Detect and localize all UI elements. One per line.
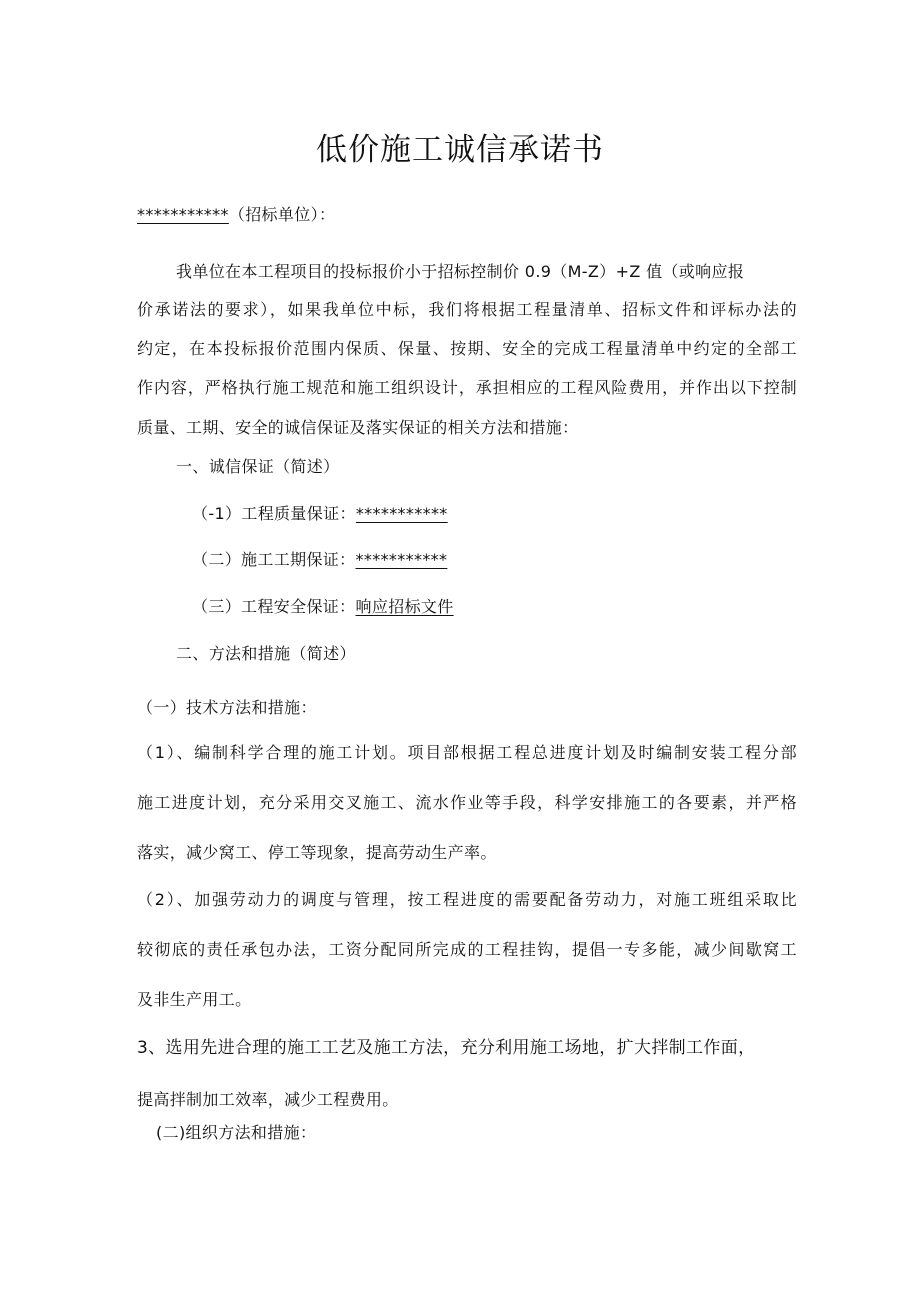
tech-item1-line-1: （1）、编制科学合理的施工计划。项目部根据工程总进度计划及时编制安装工程分部	[137, 743, 797, 762]
guarantee-label: （二）施工工期保证：	[192, 550, 356, 569]
tech-item2-line-3: 及非生产用工。	[137, 990, 252, 1009]
tech-item3-line-1: 3、选用先进合理的施工工艺及施工方法，充分利用施工场地，扩大拌制工作面，	[137, 1038, 756, 1058]
tech-item2-line-1: （2）、加强劳动力的调度与管理，按工程进度的需要配备劳动力，对施工班组采取比	[137, 890, 797, 909]
guarantee-label: （三）工程安全保证：	[192, 597, 356, 616]
tech-item1-line-3: 落实，减少窝工、停工等现象，提高劳动生产率。	[137, 843, 497, 862]
tech-item3-line-2: 提高拌制加工效率，减少工程费用。	[137, 1090, 399, 1109]
guarantee-item-schedule	[192, 549, 792, 571]
addressee-line	[137, 204, 797, 226]
intro-line-4: 作内容，严格执行施工规范和施工组织设计，承担相应的工程风险费用，并作出以下控制	[137, 378, 797, 397]
section1-heading: 一、诚信保证（简述）	[176, 457, 340, 476]
section2-heading: 二、方法和措施（简述）	[176, 644, 356, 663]
intro-line-2: 价承诺法的要求），如果我单位中标，我们将根据工程量清单、招标文件和评标办法的	[137, 300, 797, 319]
org-measures-heading: (二)组织方法和措施：	[156, 1123, 317, 1142]
addressee-name: ***********	[137, 205, 229, 224]
intro-line-3: 约定，在本投标报价范围内保质、保量、按期、安全的完成工程量清单中约定的全部工	[137, 339, 797, 358]
tech-item2-line-2: 较彻底的责任承包办法，工资分配同所完成的工程挂钩，提倡一专多能，减少间歇窝工	[137, 940, 797, 959]
guarantee-value: 响应招标文件	[355, 597, 454, 616]
tech-item1-line-2: 施工进度计划，充分采用交叉施工、流水作业等手段，科学安排施工的各要素，并严格	[137, 793, 797, 812]
tech-measures-heading: （一）技术方法和措施：	[137, 698, 317, 717]
intro-line-1: 我单位在本工程项目的投标报价小于招标控制价 0.9（M-Z）+Z 值（或响应报	[176, 262, 745, 281]
guarantee-value: ***********	[355, 504, 448, 523]
document-title: 低价施工诚信承诺书	[316, 132, 604, 168]
intro-line-5: 质量、工期、安全的诚信保证及落实保证的相关方法和措施：	[137, 418, 579, 437]
guarantee-value: ***********	[355, 550, 448, 569]
guarantee-item-safety	[192, 596, 792, 618]
guarantee-item-quality	[192, 503, 792, 525]
addressee-suffix: （招标单位）：	[228, 205, 336, 224]
guarantee-label: （-1）工程质量保证：	[192, 504, 356, 523]
